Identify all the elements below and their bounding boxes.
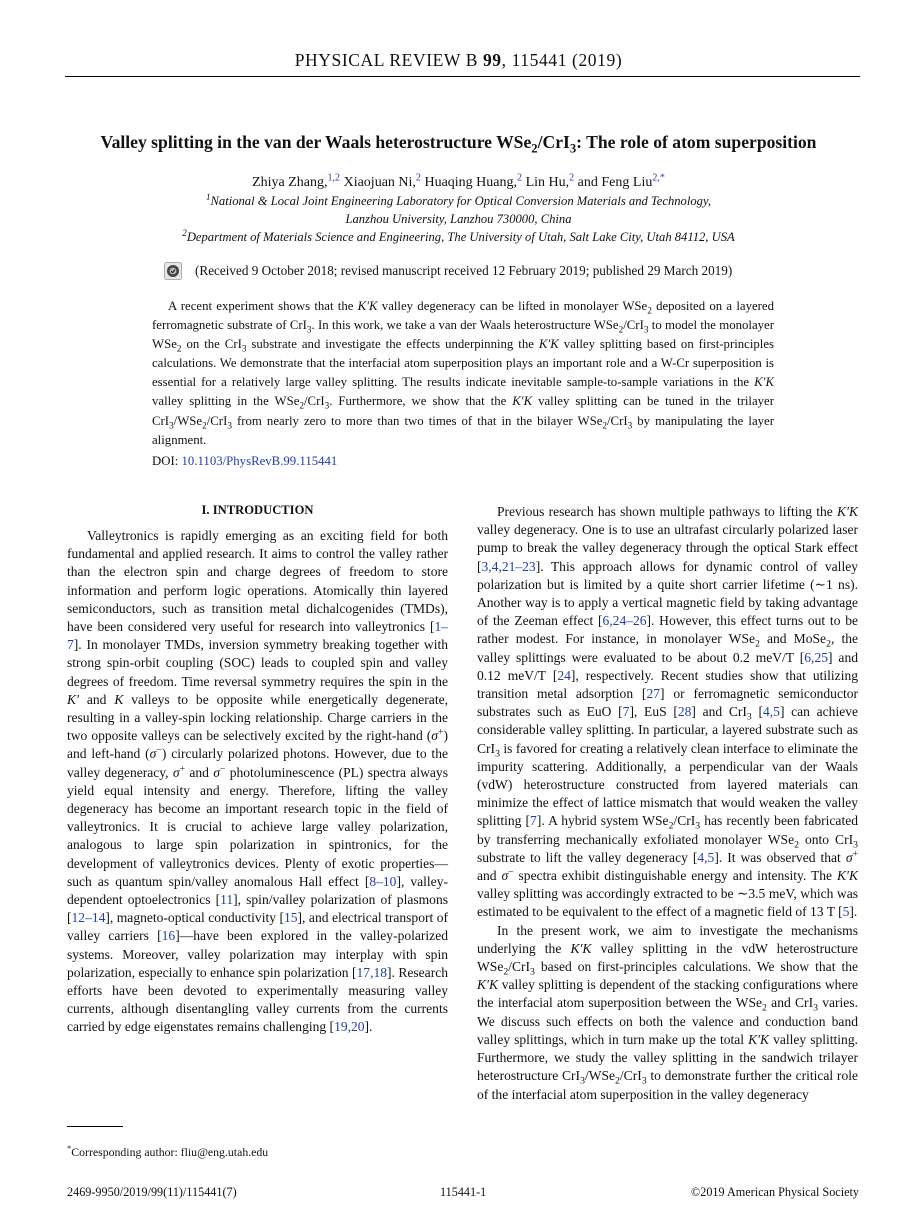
footer-issn: 2469-9950/2019/99(11)/115441(7) [67,1185,237,1199]
author-affiliation-link[interactable]: 2,* [652,172,665,184]
citation-link[interactable]: 15 [284,910,298,926]
section-heading: I. INTRODUCTION [201,503,314,517]
citation-link[interactable]: 24 [557,667,571,683]
citation-link[interactable]: 17,18 [356,964,388,980]
author-name: Lin Hu, [522,175,570,190]
citation-link[interactable]: 5 [842,904,850,920]
footnote [67,1145,268,1160]
affiliation-text: Department of Materials Science and Engineering, The University of Utah, Salt Lake City, Utah 84112, USA [186,230,735,244]
citation-link[interactable]: 7 [622,704,630,720]
citation-link[interactable]: 4,5 [697,849,715,865]
citation-link[interactable]: 28 [677,704,692,720]
author-affiliation-link[interactable]: 1,2 [327,172,341,184]
abstract: A recent experiment shows that the K′K valley degeneracy can be lifted in monolayer WSe$_2$ deposited on a layered ferromagnetic substrate of CrI$_3$. In this work, we take a van der Waals heterostructure WSe$_2$/CrI$_3$ to model the monolayer WSe$_2$ on the CrI$_3$ substrate and investigate the effects underpinning the K′K valley splitting based on first-principles calculations. We demonstrate that the interfacial atom superposition plays an important role and a W-Cr superposition is essential for a relatively large valley splitting. The results indicate inevitable sample-to-sample variations in the K′K valley splitting in the WSe$_2$/CrI$_3$. Furthermore, we show that the K′K valley splitting can be tuned in the trilayer CrI$_3$/WSe$_2$/CrI$_3$ from nearly zero to more than two times of that in the bilayer WSe$_2$/CrI$_3$ by manipulating the layer alignment. [152,299,775,447]
footnote-text: Corresponding author: fliu@eng.utah.edu [71,1145,269,1159]
title-text: /CrI [537,132,570,152]
citation-link[interactable]: 12–14 [71,910,106,926]
received-text: (Received 9 October 2018; revised manuscript received 12 February 2019; published 29 March 2019) [195,263,733,278]
paragraph: In the present work, we aim to investigate the mechanisms underlying the K′K valley splitting in the vdW heterostructure WSe$_2$/CrI$_3$ based on first-principles calculations. We show that the K′K valley splitting is dependent of the stacking configurations where the interfacial atom superposition between the WSe$_2$ and CrI$_3$ varies. We discuss such effects on both the valence and conduction band valley splittings, which in turn make up the total K′K valley splitting. Furthermore, we study the valley splitting in the sandwich trilayer heterostructure CrI$_3$/WSe$_2$/CrI$_3$ to demonstrate further the critical role of the interfacial atom superposition in the valley degeneracy [477,922,858,1102]
author-affiliation-link[interactable]: 2 [517,172,523,184]
paragraph: Previous research has shown multiple pathways to lifting the K′K valley degeneracy. One is to use an ultrafast circularly polarized laser pump to break the valley degeneracy through the optical Stark effect [3,4,21–23]. This approach allows for dynamic control of valley polarization but is limited by a quite short carrier lifetime (∼1 ns). Another way is to apply a vertical magnetic field by taking advantage of the Zeeman effect [6,24–26]. However, this effect turns out to be rather modest. For instance, in monolayer WSe$_2$ and MoSe$_2$, the valley splittings were evaluated to be about 0.2 meV/T [6,25] and 0.12 meV/T [24], respectively. Recent studies show that utilizing transition metal adsorption [27] or ferromagnetic semiconductor substrates such as EuO [7], EuS [28] and CrI$_3$ [4,5] can achieve considerable valley splitting. In particular, a layered substrate such as CrI$_3$ is favored for creating a relatively clean interface to eliminate the impurity scattering. Additionally, a perpendicular van der Waals (vdW) heterostructure constructed from layered materials can minimize the effect of lattice mismatch that would weaken the valley splitting [7]. A hybrid system WSe$_2$/CrI$_3$ has recently been fabricated by transferring mechanically exfoliated monolayer WSe$_2$ onto CrI$_3$ substrate to lift the valley degeneracy [4,5]. It was observed that σ+ and σ− spectra exhibit distinguishable energy and intensity. The K′K valley splitting was accordingly extracted to be ∼3.5 meV, which was estimated to be equivalent to the effect of a magnetic field of 13 T [5]. [477,504,859,920]
journal-volume: 99 [482,50,502,70]
author-list [40,172,877,191]
citation-link[interactable]: 7 [530,813,537,829]
affiliation-marker: 1 [205,191,211,202]
citation-link[interactable]: 6,25 [804,649,828,665]
crossmark-icon[interactable] [164,262,182,280]
citation-link[interactable]: 11 [220,892,234,908]
citation-link[interactable]: 27 [646,686,660,702]
received-dates [195,263,895,279]
doi-link[interactable]: 10.1103/PhysRevB.99.115441 [181,454,338,468]
paragraph: Valleytronics is rapidly emerging as an exciting field for both fundamental and applied research. It aims to control the valley rather than the electron spin and charge degrees of freedom to store information and perform logic operations. Atomically thin layered semiconductors, such as transition metal dichalcogenides (TMDs), have been considered very useful for research into valleytronics [1–7]. In monolayer TMDs, inversion symmetry breaking together with strong spin-orbit coupling (SOC) leads to coupled spin and valley degrees of freedom. Time reversal symmetry requires the spin in the K′ and K valleys to be opposite while energetically degenerate, resulting in a valley-spin locking relationship. Charge carriers in the two opposite valleys can be selectively excited by the right-hand (σ+) and left-hand (σ−) circularly polarized photons. However, due to the valley degeneracy, σ+ and σ− photoluminescence (PL) spectra always yield equal intensity and energy. Therefore, lifting the valley degeneracy has become an important research topic in the field of valleytronics. It is crucial to achieve large valley polarization, analogous to large spin polarization in spintronics, for the development of valleytronics devices. Plenty of exotic properties—such as quantum spin/valley anomalous Hall effect [8–10], valley-dependent optoelectronics [11], spin/valley polarization of plasmons [12–14], magneto-optical conductivity [15], and electrical transport of valley carriers [16]—have been explored in the valley-polarized systems. Moreover, valley polarization may interplay with spin polarization, especially to enhance spin polarization [17,18]. Research efforts have been devoted to experimentally measuring valley currents, although disentangling valley currents from the currents carried by edge eigenstates remains challenging [19,20]. [67,528,449,1035]
author-name: and Feng Liu [574,175,653,190]
kk-symbol: K′K [357,299,378,313]
citation-link[interactable]: 16 [161,928,176,944]
footnote-rule [67,1126,123,1127]
title-text: Valley splitting in the van der Waals heterostructure WSe [100,132,532,152]
author-name: Huaqing Huang, [420,175,518,190]
footnote-marker: * [67,1143,72,1154]
footer-copyright: ©2019 American Physical Society [690,1185,859,1199]
citation-link[interactable]: 19,20 [334,1019,365,1035]
journal-name: PHYSICAL REVIEW B [294,50,478,70]
journal-header [0,50,917,71]
affiliation-text: Lanzhou University, Lanzhou 730000, China [345,212,572,226]
footer-page-number: 115441-1 [440,1185,487,1199]
journal-citation: , 115441 (2019) [501,50,623,70]
affiliation-2 [40,227,877,245]
author-name: Xiaojuan Ni, [340,175,416,190]
title-sub: 2 [531,141,538,156]
doi-label: DOI: [152,454,182,468]
affiliation-1 [40,191,877,209]
doi-line [152,454,337,469]
right-column [477,503,858,1104]
citation-link[interactable]: 6,24–26 [602,613,647,629]
author-name: Zhiya Zhang, [252,175,328,190]
title-sub: 3 [569,141,577,156]
citation-link[interactable]: 1–7 [67,619,448,653]
header-rule [65,76,860,77]
affiliation-text: National & Local Joint Engineering Laboratory for Optical Conversion Materials and Technology, [210,194,711,208]
affiliation-1-cont [40,212,877,227]
paper-title [40,132,877,156]
affiliation-marker: 2 [182,227,187,238]
author-affiliation-link[interactable]: 2 [569,172,575,184]
citation-link[interactable]: 3,4,21–23 [481,558,536,574]
citation-link[interactable]: 4,5 [763,704,780,720]
left-column [67,527,448,1037]
author-affiliation-link[interactable]: 2 [415,172,421,184]
citation-link[interactable]: 8–10 [369,873,397,889]
title-text: : The role of atom superposition [576,132,817,152]
